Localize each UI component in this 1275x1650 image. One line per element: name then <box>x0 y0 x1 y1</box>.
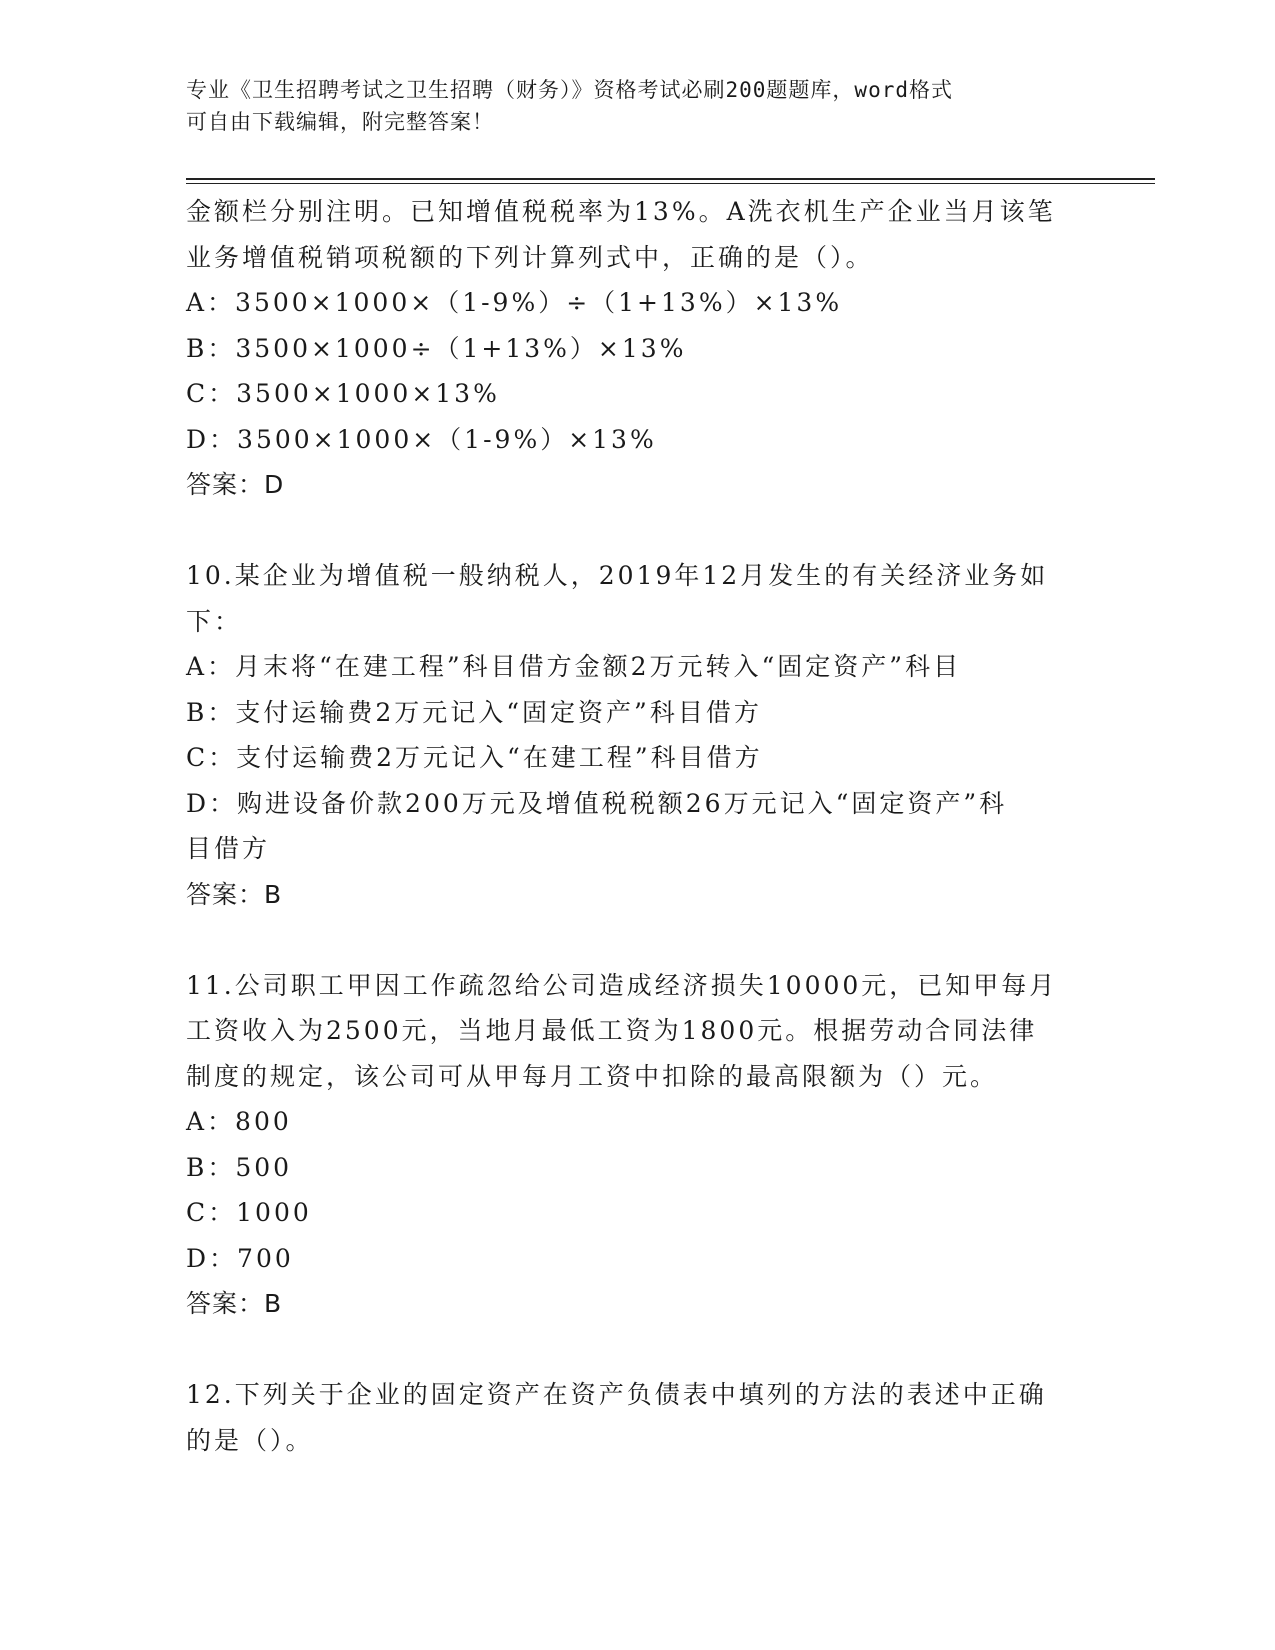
document-header <box>186 74 1086 138</box>
answer-line: 答案：B <box>186 879 283 909</box>
header-divider-thick <box>186 178 1155 180</box>
option-d: D：700 <box>186 1243 294 1273</box>
option-a: A：3500×1000×（1-9%）÷（1+13%）×13% <box>186 288 843 317</box>
question-11 <box>186 963 1086 1327</box>
option-b: B：支付运输费2万元记入“固定资产”科目借方 <box>186 697 762 727</box>
option-c: C：1000 <box>186 1198 312 1227</box>
header-title-line-2: 可自由下载编辑，附完整答案！ <box>186 110 494 134</box>
question-text-line: 10.某企业为增值税一般纳税人，2019年12月发生的有关经济业务如 <box>186 561 1049 590</box>
question-text-line: 业务增值税销项税额的下列计算列式中，正确的是（）。 <box>186 242 874 272</box>
option-a: A：800 <box>186 1107 292 1136</box>
option-d: D：3500×1000×（1-9%）×13% <box>186 424 657 454</box>
option-a: A：月末将“在建工程”科目借方金额2万元转入“固定资产”科目 <box>186 652 962 681</box>
spacer <box>186 508 1086 554</box>
question-text-line: 金额栏分别注明。已知增值税税率为13%。A洗衣机生产企业当月该笔 <box>186 197 1056 226</box>
question-text-line: 的是（）。 <box>186 1425 314 1455</box>
spacer <box>186 917 1086 963</box>
question-text-line: 下： <box>186 606 243 636</box>
answer-line: 答案：D <box>186 470 285 499</box>
option-b: B：500 <box>186 1152 293 1182</box>
option-b: B：3500×1000÷（1+13%）×13% <box>186 333 687 363</box>
header-divider-thin <box>186 183 1155 184</box>
question-text-line: 制度的规定，该公司可从甲每月工资中扣除的最高限额为（）元。 <box>186 1061 999 1091</box>
answer-line: 答案：B <box>186 1289 283 1318</box>
header-title-line-1: 专业《卫生招聘考试之卫生招聘（财务）》资格考试必刷200题题库，word格式 <box>186 78 953 102</box>
question-text-line: 工资收入为2500元，当地月最低工资为1800元。根据劳动合同法律 <box>186 1016 1038 1045</box>
question-text-line: 11.公司职工甲因工作疏忽给公司造成经济损失10000元，已知甲每月 <box>186 970 1058 1000</box>
question-text-line: 12.下列关于企业的固定资产在资产负债表中填列的方法的表述中正确 <box>186 1380 1047 1409</box>
spacer <box>186 1327 1086 1373</box>
question-9 <box>186 189 1086 508</box>
question-list <box>186 189 1086 1463</box>
question-12 <box>186 1372 1086 1463</box>
question-10 <box>186 553 1086 917</box>
option-d-continued: 目借方 <box>186 834 271 863</box>
option-d: D：购进设备价款200万元及增值税税额26万元记入“固定资产”科 <box>186 788 1008 818</box>
option-c: C：3500×1000×13% <box>186 379 500 408</box>
option-c: C：支付运输费2万元记入“在建工程”科目借方 <box>186 743 763 772</box>
